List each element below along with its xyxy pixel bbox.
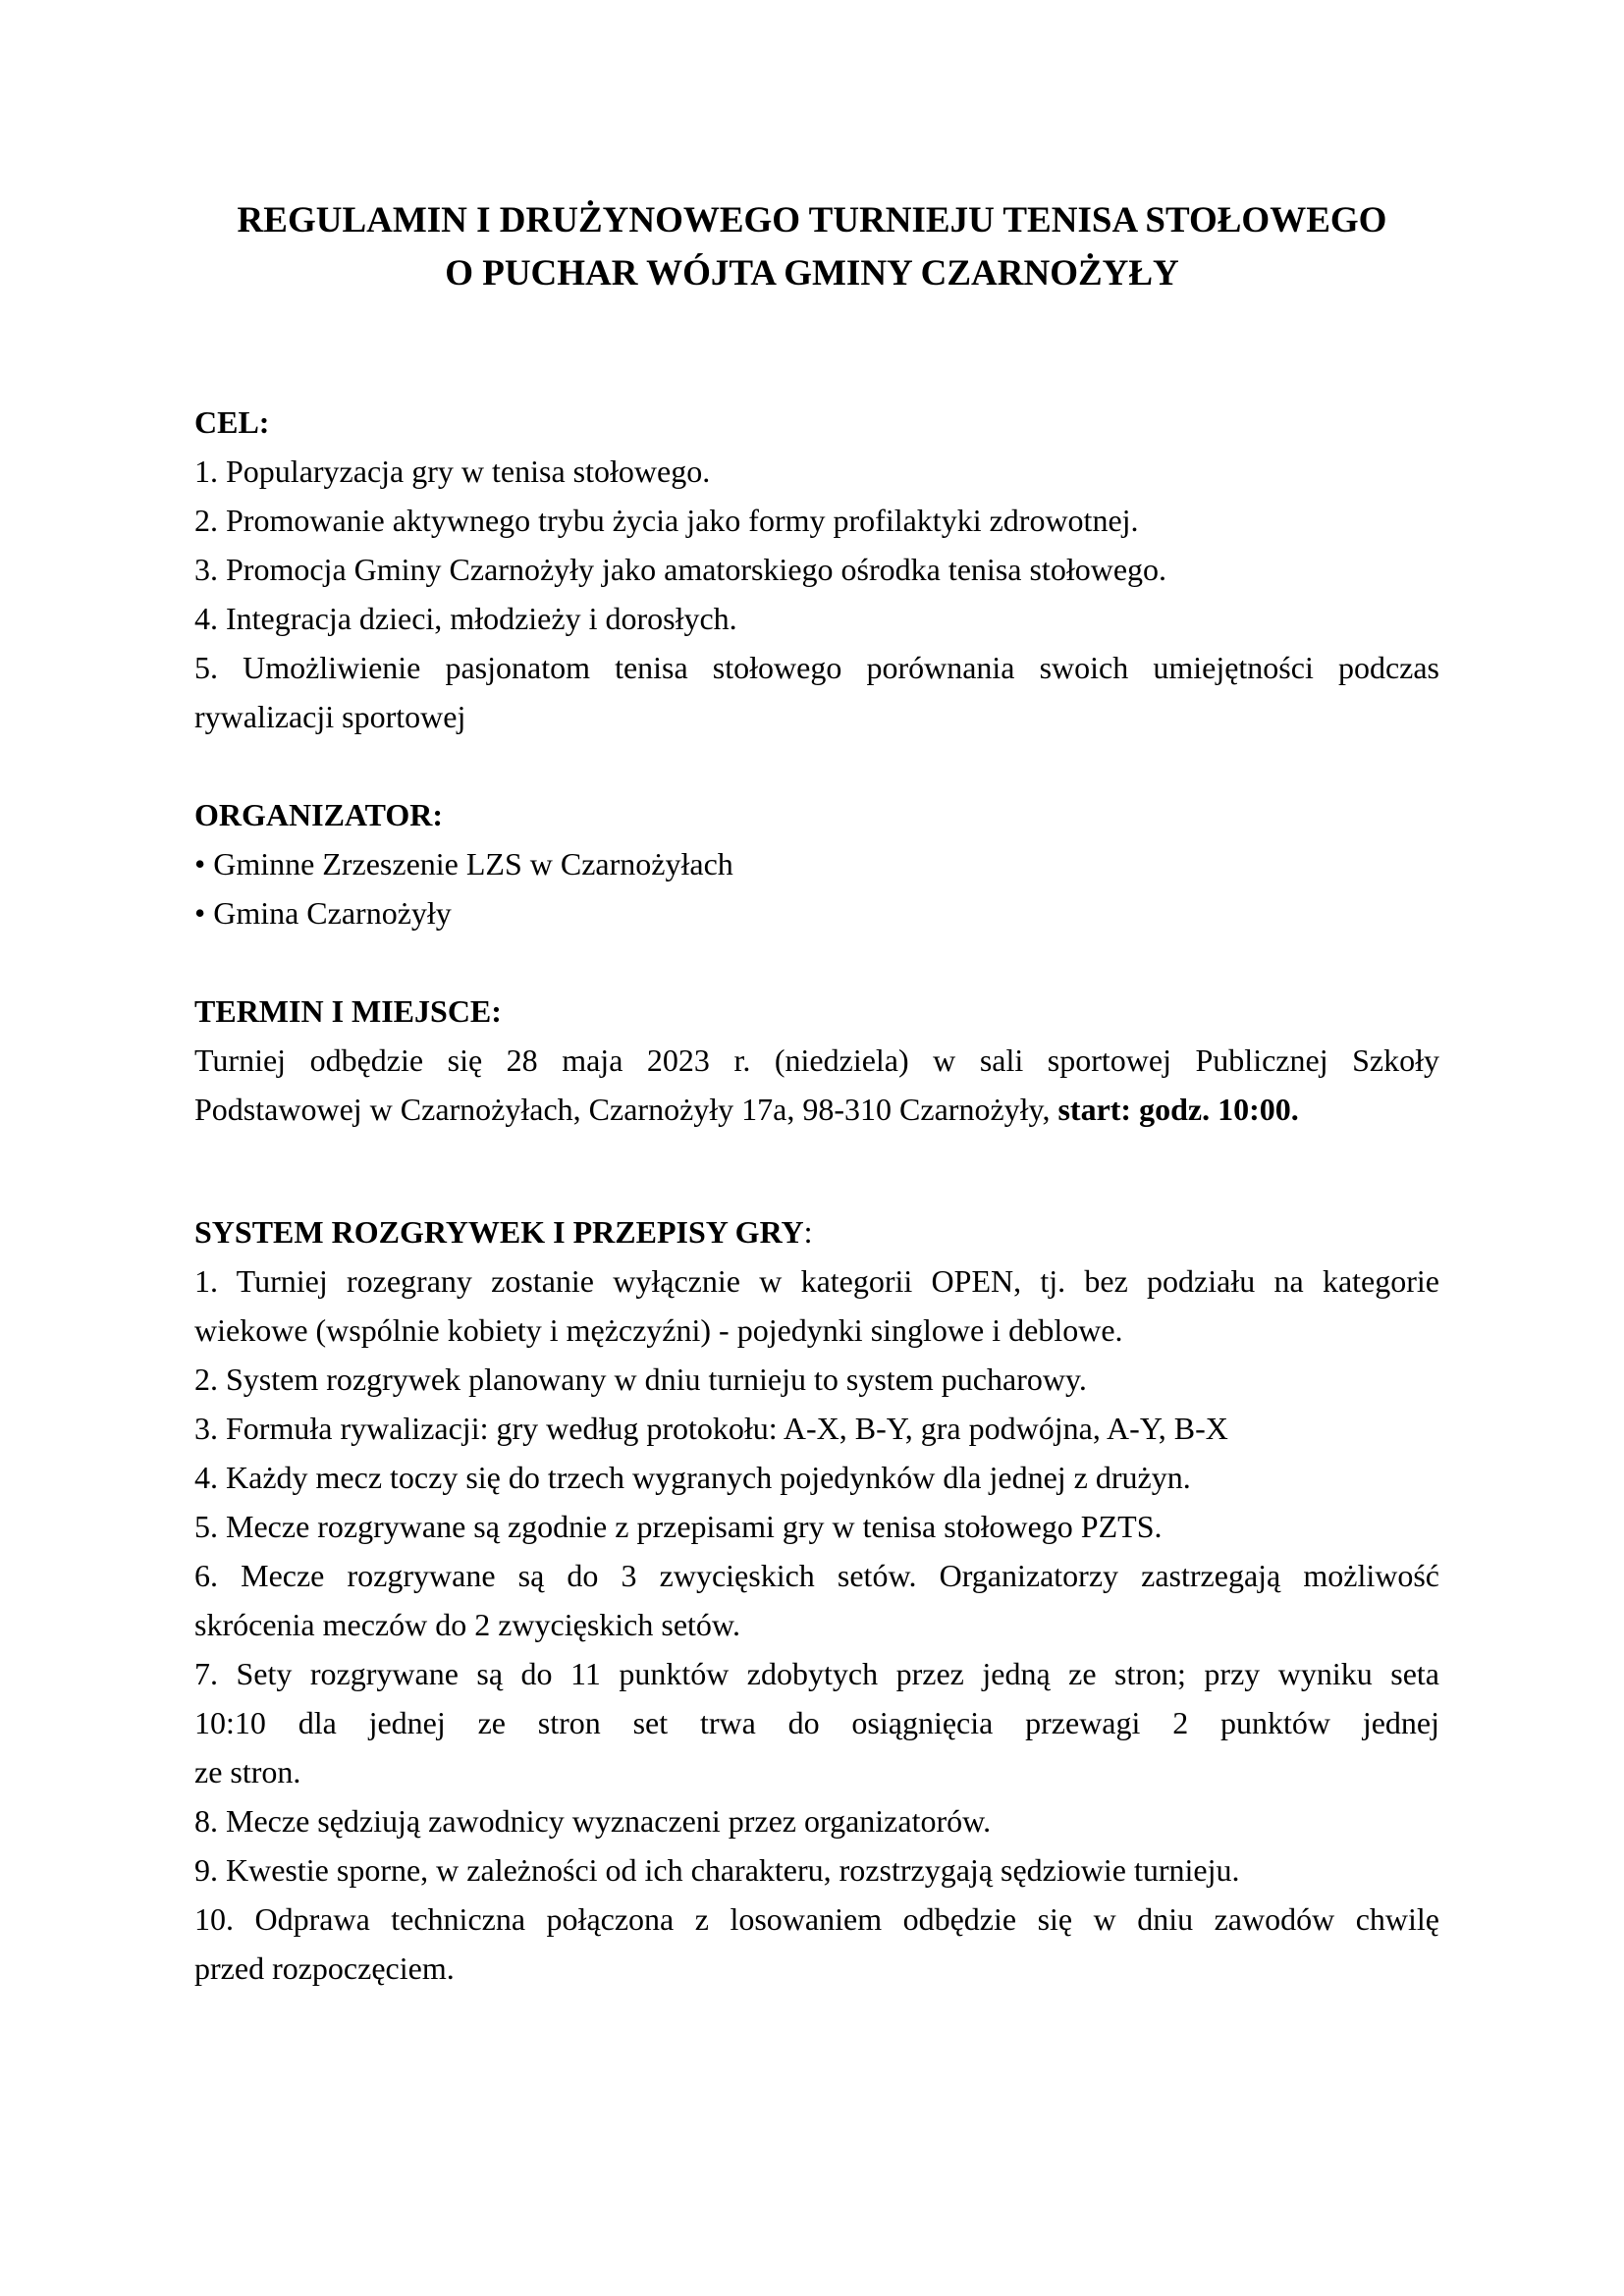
document-title (147, 194, 1477, 300)
organizator-item-2: • Gmina Czarnożyły (194, 895, 452, 931)
termin-line-1: Turniej odbędzie się 28 maja 2023 r. (niedziela) w sali sportowej Publicznej Szkoły (194, 1042, 1439, 1078)
system-item-7-end: ze stron. (194, 1754, 301, 1789)
system-heading-colon: : (803, 1214, 813, 1250)
system-item-9: 9. Kwestie sporne, w zależności od ich charakteru, rozstrzygają sędziowie turnieju. (194, 1852, 1240, 1888)
section-heading-cel: CEL: (194, 404, 270, 440)
section-heading-termin: TERMIN I MIEJSCE: (194, 993, 502, 1029)
title-line-1: REGULAMIN I DRUŻYNOWEGO TURNIEJU TENISA STOŁOWEGO (237, 200, 1387, 240)
system-item-6-continued: skrócenia meczów do 2 zwycięskich setów. (194, 1607, 740, 1642)
termin-line-2 (194, 1085, 1299, 1134)
system-item-8: 8. Mecze sędziują zawodnicy wyznaczeni przez organizatorów. (194, 1803, 992, 1839)
system-item-10-continued: przed rozpoczęciem. (194, 1950, 455, 1986)
system-item-1: 1. Turniej rozegrany zostanie wyłącznie w kategorii OPEN, tj. bez podziału na kategorie (194, 1263, 1439, 1299)
termin-start-time: start: godz. 10:00. (1057, 1092, 1299, 1127)
system-item-6: 6. Mecze rozgrywane są do 3 zwycięskich setów. Organizatorzy zastrzegają możliwość (194, 1558, 1439, 1593)
system-item-7: 7. Sety rozgrywane są do 11 punktów zdobytych przez jedną ze stron; przy wyniku seta (194, 1656, 1439, 1691)
cel-item-1: 1. Popularyzacja gry w tenisa stołowego. (194, 454, 711, 489)
cel-item-3: 3. Promocja Gminy Czarnożyły jako amatorskiego ośrodka tenisa stołowego. (194, 552, 1167, 587)
title-line-2: O PUCHAR WÓJTA GMINY CZARNOŻYŁY (445, 253, 1179, 294)
cel-item-5-continued: rywalizacji sportowej (194, 699, 466, 734)
organizator-item-1: • Gminne Zrzeszenie LZS w Czarnożyłach (194, 846, 733, 881)
system-heading-text: SYSTEM ROZGRYWEK I PRZEPISY GRY (194, 1214, 804, 1250)
system-item-10: 10. Odprawa techniczna połączona z losowaniem odbędzie się w dniu zawodów chwilę (194, 1901, 1439, 1937)
system-item-7-continued: 10:10 dla jednej ze stron set trwa do osiągnięcia przewagi 2 punktów jednej (194, 1705, 1439, 1740)
system-item-5: 5. Mecze rozgrywane są zgodnie z przepisami gry w tenisa stołowego PZTS. (194, 1509, 1163, 1544)
system-item-3: 3. Formuła rywalizacji: gry według protokołu: A-X, B-Y, gra podwójna, A-Y, B-X (194, 1411, 1228, 1446)
section-heading-organizator: ORGANIZATOR: (194, 797, 444, 832)
system-item-2: 2. System rozgrywek planowany w dniu turnieju to system pucharowy. (194, 1362, 1087, 1397)
section-heading-system (194, 1207, 813, 1256)
system-item-1-continued: wiekowe (wspólnie kobiety i mężczyźni) - pojedynki singlowe i deblowe. (194, 1312, 1123, 1348)
cel-item-5: 5. Umożliwienie pasjonatom tenisa stołowego porównania swoich umiejętności podczas (194, 650, 1439, 685)
cel-item-2: 2. Promowanie aktywnego trybu życia jako formy profilaktyki zdrowotnej. (194, 503, 1139, 538)
cel-item-4: 4. Integracja dzieci, młodzieży i dorosłych. (194, 601, 737, 636)
termin-line-2-text: Podstawowej w Czarnożyłach, Czarnożyły 17a, 98-310 Czarnożyły, (194, 1092, 1058, 1127)
system-item-4: 4. Każdy mecz toczy się do trzech wygranych pojedynków dla jednej z drużyn. (194, 1460, 1191, 1495)
